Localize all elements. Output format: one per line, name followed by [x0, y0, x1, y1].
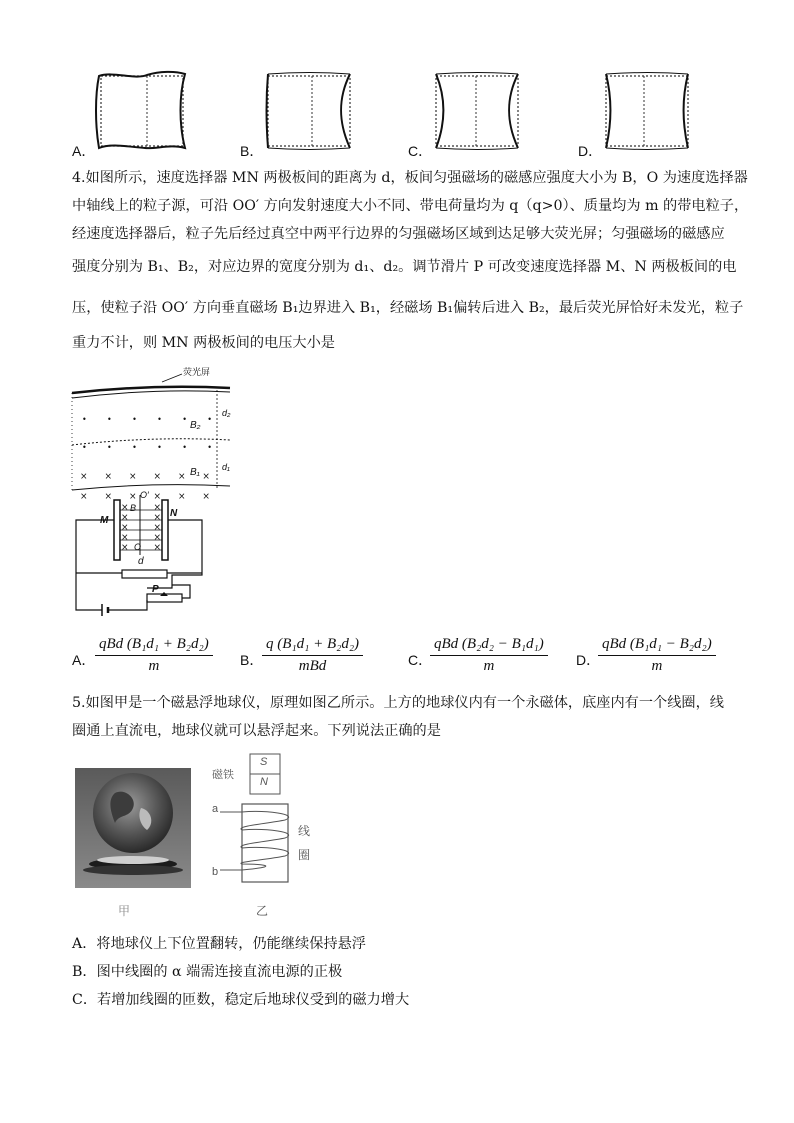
q3-option-a-figure	[95, 70, 190, 152]
q4-option-a-fraction	[95, 636, 213, 675]
q4-option-a-numerator: qBd (B₁d₁ + B₂d₂)	[95, 636, 213, 656]
q5-magnet-s-pole: S	[260, 756, 268, 768]
q4-screen-label: 荧光屏	[183, 367, 211, 377]
q3-option-b-label: B．	[240, 143, 264, 159]
q4-line-2: 中轴线上的粒子源，可沿 OO′ 方向发射速度大小不同、带电荷量均为 q（q>0）、质量均为 m 的带电粒子，	[72, 198, 749, 214]
q4-label-o: O	[134, 542, 142, 552]
q3-option-a-label: A．	[72, 143, 96, 159]
q5-caption-left: 甲	[118, 904, 131, 918]
q5-coil-label-1: 线	[298, 824, 311, 838]
q5-coil-label-2: 圈	[298, 848, 311, 862]
q4-line-5: 压，使粒子沿 OO′ 方向垂直磁场 B₁边界进入 B₁，经磁场 B₁偏转后进入 B₂，最后荧光屏恰好未发光，粒子	[72, 300, 744, 316]
q5-terminal-b: b	[212, 866, 219, 878]
q5-caption-right: 乙	[256, 904, 269, 918]
q4-line-4: 强度分别为 B₁、B₂，对应边界的宽度分别为 d₁、d₂。调节滑片 P 可改变速度选择器 M、N 两极板间的电	[72, 259, 737, 275]
q4-option-c-denominator: m	[483, 658, 495, 674]
q4-option-a-label: A．	[72, 652, 96, 668]
q4-label-o-prime: O′	[140, 490, 149, 500]
q4-option-d-denominator: m	[651, 658, 663, 674]
q5-magnet-n-pole: N	[260, 776, 268, 788]
q4-label-p: P	[152, 584, 159, 595]
q4-label-b2: B₂	[190, 420, 201, 431]
q3-option-b-figure	[262, 70, 357, 152]
q5-option-b: B．图中线圈的 α 端需连接直流电源的正极	[72, 964, 343, 980]
q4-label-m: M	[100, 515, 109, 526]
q4-option-b-label: B．	[240, 652, 264, 668]
q5-line-1: 5.如图甲是一个磁悬浮地球仪，原理如图乙所示。上方的地球仪内有一个永磁体，底座内有一个线圈，线	[72, 695, 724, 711]
q4-label-b1: B₁	[190, 467, 200, 478]
q3-option-d-figure	[600, 70, 695, 152]
q5-globe-photo	[75, 768, 191, 888]
q4-label-d2: d₂	[222, 408, 231, 418]
q4-option-d-numerator: qBd (B₁d₁ − B₂d₂)	[598, 636, 716, 656]
q4-line-1: 4.如图所示，速度选择器 MN 两极板间的距离为 d，板间匀强磁场的磁感应强度大小为 B，O 为速度选择器	[72, 170, 748, 186]
q4-line-6: 重力不计，则 MN 两极板间的电压大小是	[72, 335, 335, 351]
q5-option-a: A．将地球仪上下位置翻转，仍能继续保持悬浮	[72, 936, 366, 952]
q4-option-c-label: C．	[408, 652, 433, 668]
q4-b1-field-crosses: × × × × × × × × × × × ×	[80, 472, 210, 502]
q4-b2-field-dots: • • • • • • • • • • • •	[82, 415, 212, 452]
q3-option-d-label: D．	[578, 143, 603, 159]
q3-option-c-figure	[430, 70, 525, 152]
q4-label-d: d	[138, 556, 144, 567]
q4-label-n: N	[170, 508, 178, 519]
q4-option-b-numerator: q (B₁d₁ + B₂d₂)	[262, 636, 363, 656]
q5-line-2: 圈通上直流电，地球仪就可以悬浮起来。下列说法正确的是	[72, 723, 441, 739]
q4-line-3: 经速度选择器后，粒子先后经过真空中两平行边界的匀强磁场区域到达足够大荧光屏；匀强磁场的磁感应	[72, 226, 725, 242]
q4-option-b-fraction	[262, 636, 363, 675]
q4-option-b-denominator: mBd	[298, 658, 327, 674]
q5-terminal-a: a	[212, 803, 219, 815]
q4-option-d-label: D．	[576, 652, 601, 668]
q4-selector-crosses: × × × × × × × × × ×	[121, 503, 161, 553]
q4-option-d-fraction	[598, 636, 716, 675]
q4-label-b: B	[130, 503, 137, 513]
q4-option-c-numerator: qBd (B₂d₂ − B₁d₁)	[430, 636, 548, 656]
q4-option-c-fraction	[430, 636, 548, 675]
q4-option-a-denominator: m	[148, 658, 160, 674]
q5-magnet-label: 磁铁	[212, 769, 234, 781]
q3-option-c-label: C．	[408, 143, 433, 159]
q4-label-d1: d₁	[222, 462, 230, 472]
q5-option-c: C．若增加线圈的匝数，稳定后地球仪受到的磁力增大	[72, 992, 410, 1008]
